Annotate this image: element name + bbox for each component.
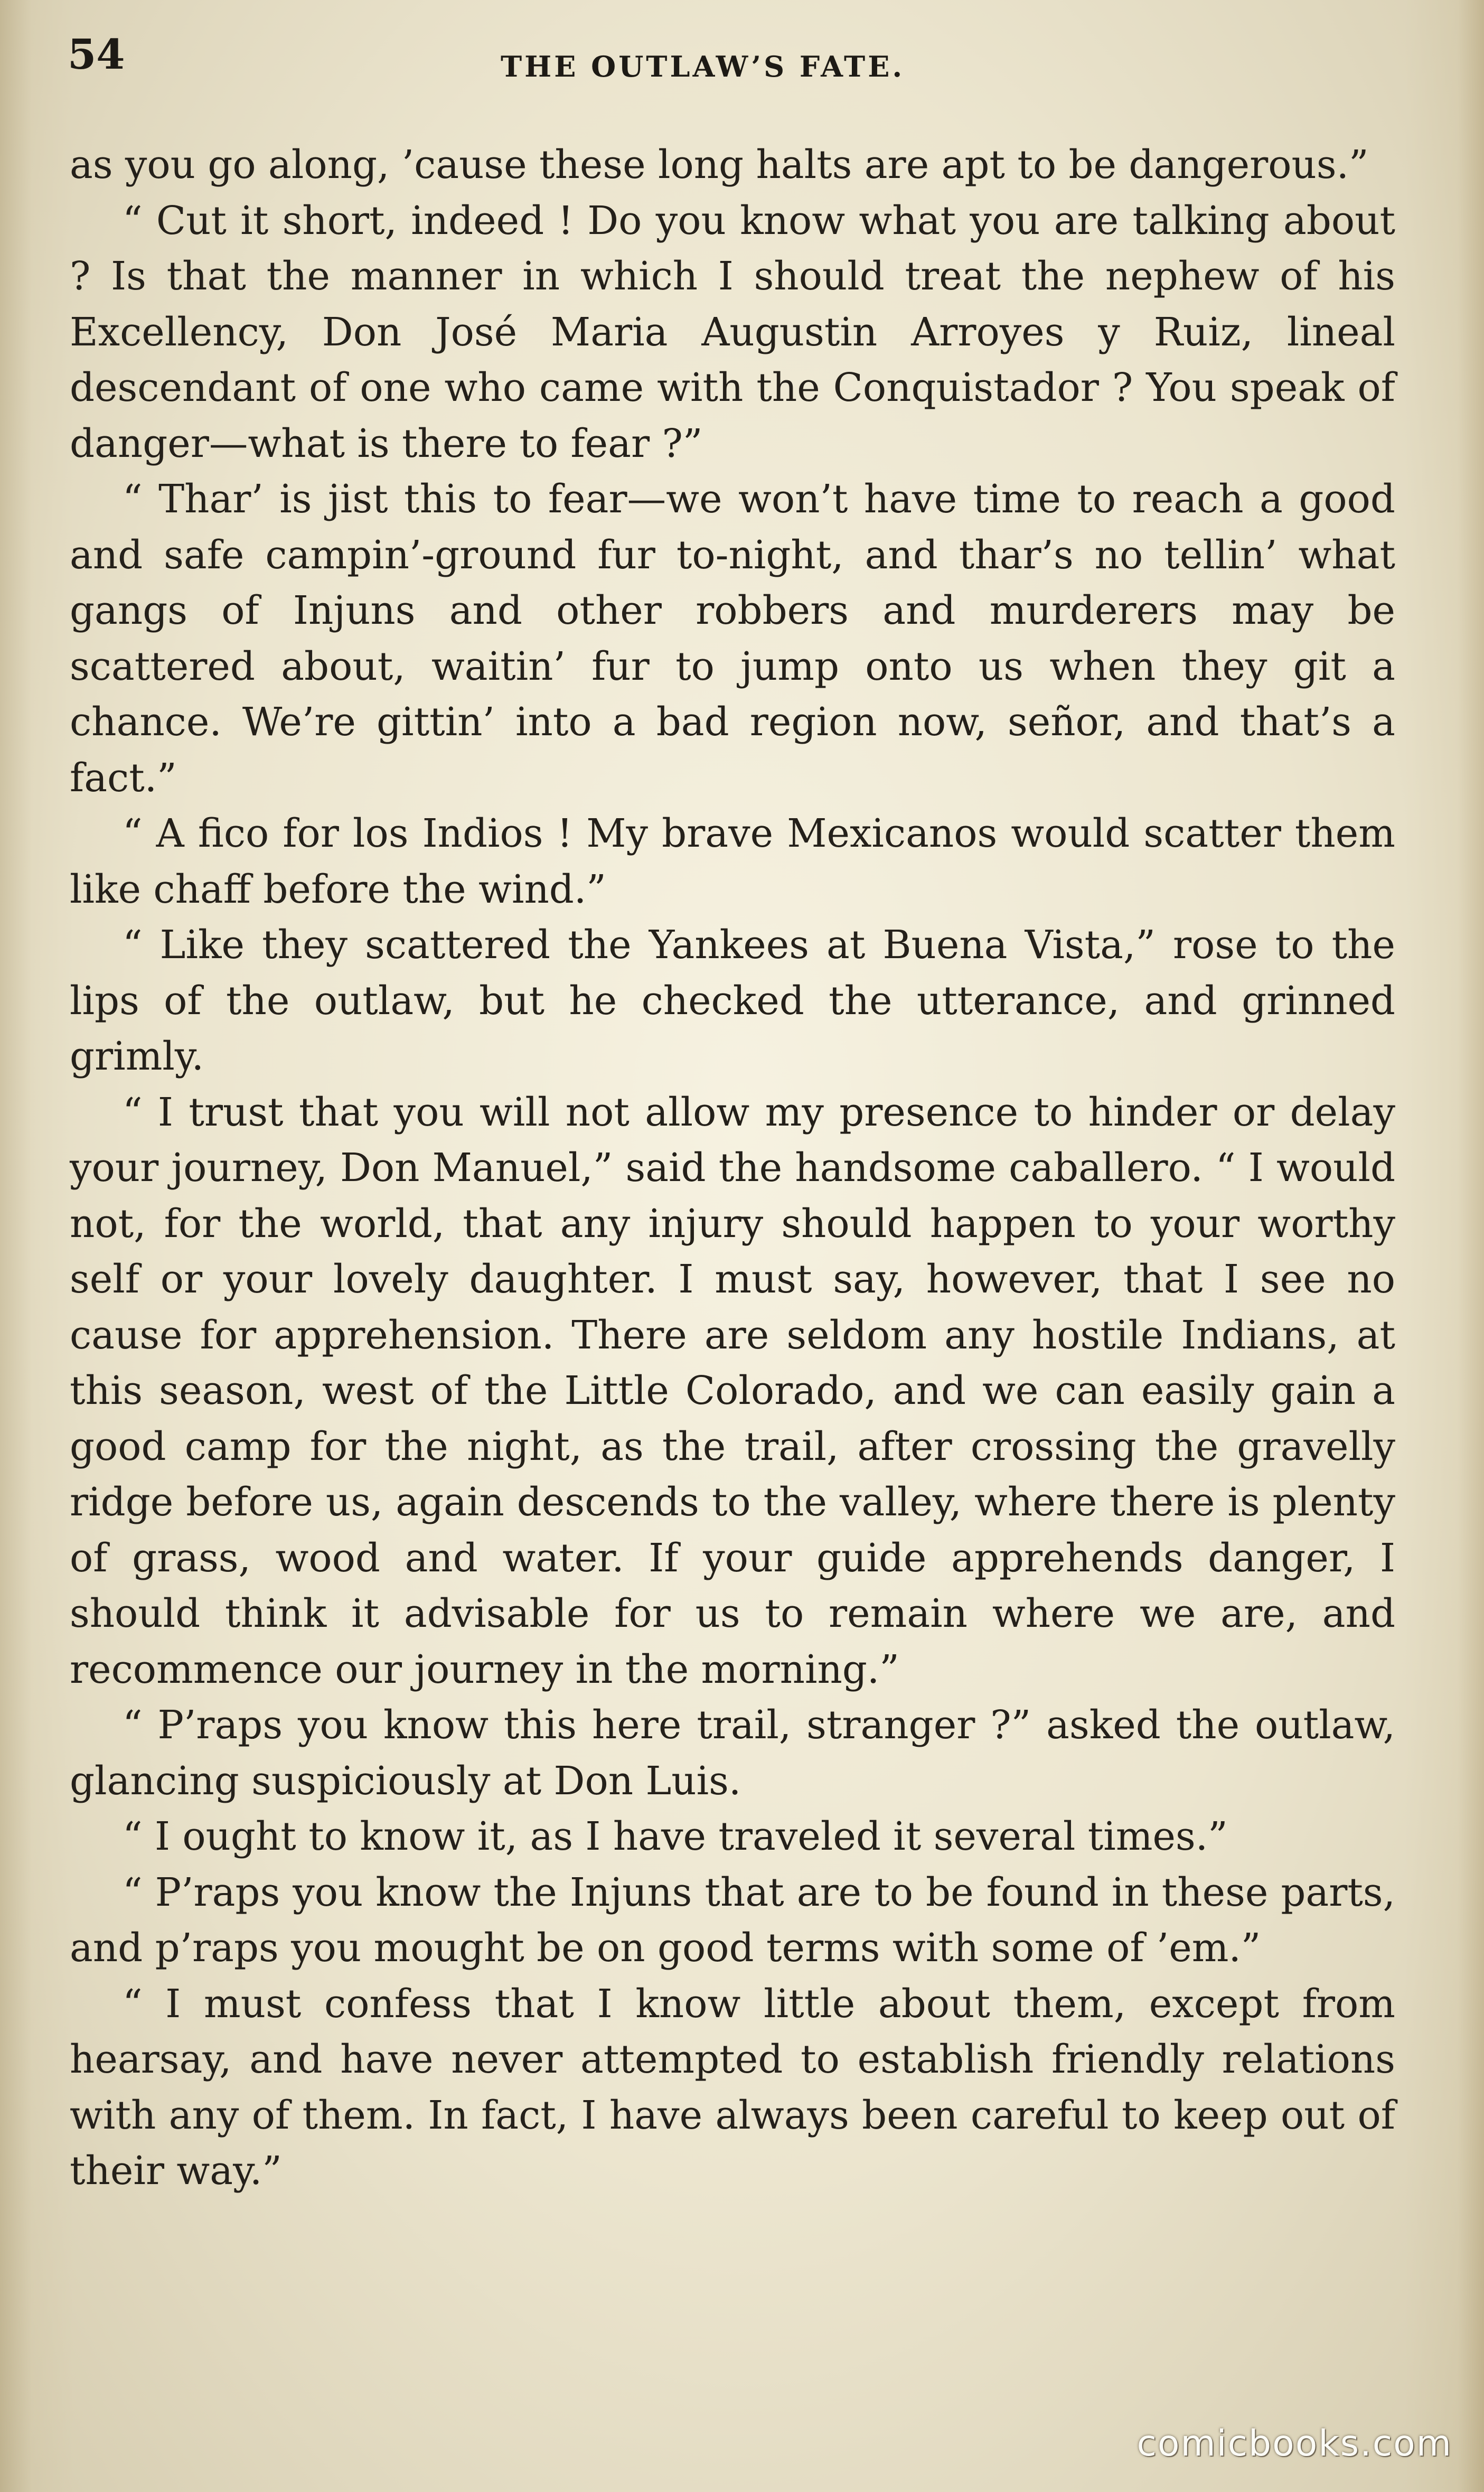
paragraph: “ I trust that you will not allow my presence to hinder or delay your journey, Don Manuel,” said the handsome caballero. “ I would not, for the world, that any injury should happen to your worthy self or your lovely daughter. I must say, however, that I see no cause for apprehension. There are seldom any hostile Indians, at this season, west of the Little Colorado, and we can easily gain a good camp for the night, as the trail, after crossing the gravelly ridge before us, again descends to the valley, where there is plenty of grass, wood and water. If your guide apprehends danger, I should think it advisable for us to remain where we are, and recommence our journey in the morning.”	[70, 1090, 1395, 1692]
running-title: THE OUTLAW’S FATE.	[501, 50, 905, 83]
page-number: 54	[68, 31, 125, 79]
paragraph: “ P’raps you know the Injuns that are to be found in these parts, and p’raps you mought be on good terms with some of ’em.”	[70, 1870, 1395, 1971]
body-text	[70, 137, 1395, 2356]
paragraph: “ I must confess that I know little about them, except from hearsay, and have never attempted to establish friendly relations with any of them. In fact, I have always been careful to keep out of their way.”	[70, 1981, 1395, 2194]
page-header	[68, 31, 1420, 105]
paragraph: as you go along, ’cause these long halts are apt to be dangerous.”	[70, 143, 1369, 188]
site-watermark: comicbooks.com	[1137, 2423, 1452, 2465]
paragraph: “ I ought to know it, as I have traveled it several times.”	[123, 1814, 1228, 1859]
paragraph: “ P’raps you know this here trail, stranger ?” asked the outlaw, glancing suspiciously at Don Luis.	[70, 1703, 1395, 1804]
paragraph: “ Thar’ is jist this to fear—we won’t have time to reach a good and safe campin’-ground fur to-night, and thar’s no tellin’ what gangs of Injuns and other robbers and murderers may be scattered about, waitin’ fur to jump onto us when they git a chance. We’re gittin’ into a bad region now, señor, and that’s a fact.”	[70, 477, 1395, 801]
paragraph: “ Like they scattered the Yankees at Buena Vista,” rose to the lips of the outlaw, but he checked the utterance, and grinned grimly.	[70, 923, 1395, 1079]
paragraph: “ A fico for los Indios ! My brave Mexicanos would scatter them like chaff before the wind.”	[70, 811, 1395, 912]
paragraph: “ Cut it short, indeed ! Do you know what you are talking about ? Is that the manner in which I should treat the nephew of his Excellency, Don José Maria Augustin Arroyes y Ruiz, lineal descendant of one who came with the Conquistador ? You speak of danger—what is there to fear ?”	[70, 198, 1395, 466]
